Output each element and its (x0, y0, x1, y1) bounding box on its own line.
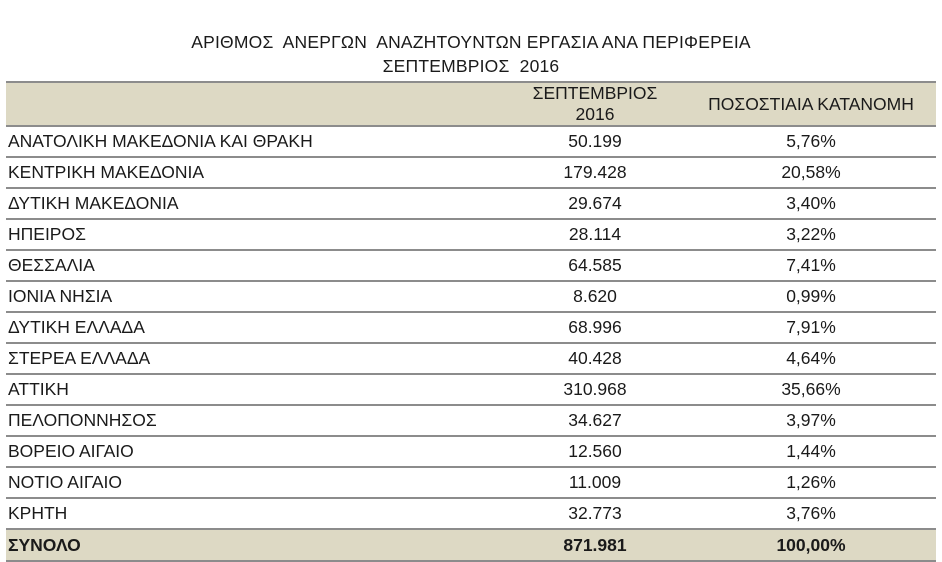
percent-cell: 3,40% (786, 193, 836, 213)
document-title (0, 30, 942, 78)
table-row (6, 281, 936, 312)
region-cell: ΠΕΛΟΠΟΝΝΗΣΟΣ (8, 410, 157, 430)
region-cell: ΗΠΕΙΡΟΣ (8, 224, 86, 244)
table-body (6, 126, 936, 529)
region-cell: ΑΝΑΤΟΛΙΚΗ ΜΑΚΕΔΟΝΙΑ ΚΑΙ ΘΡΑΚΗ (8, 131, 313, 151)
percent-cell: 3,22% (786, 224, 836, 244)
region-cell: ΘΕΣΣΑΛΙΑ (8, 255, 95, 275)
value-cell: 8.620 (573, 286, 617, 306)
table-row (6, 188, 936, 219)
percent-cell: 4,64% (786, 348, 836, 368)
percent-cell: 3,76% (786, 503, 836, 523)
total-label: ΣΥΝΟΛΟ (8, 534, 81, 555)
table-row (6, 467, 936, 498)
region-cell: ΔΥΤΙΚΗ ΕΛΛΑΔΑ (8, 317, 145, 337)
unemployment-table (6, 81, 936, 562)
table-row (6, 436, 936, 467)
title-line-2: ΣΕΠΤΕΜΒΡΙΟΣ 2016 (382, 56, 560, 76)
table-row (6, 157, 936, 188)
percent-cell: 35,66% (781, 379, 841, 399)
table-header-row (6, 82, 936, 126)
percent-cell: 7,91% (786, 317, 836, 337)
region-cell: ΝΟΤΙΟ ΑΙΓΑΙΟ (8, 472, 123, 492)
percent-cell: 1,44% (786, 441, 836, 461)
region-cell: ΑΤΤΙΚΗ (8, 379, 69, 399)
region-cell: ΙΟΝΙΑ ΝΗΣΙΑ (8, 286, 113, 306)
value-cell: 11.009 (568, 472, 622, 492)
value-cell: 34.627 (568, 410, 622, 430)
table-row (6, 374, 936, 405)
region-cell: ΒΟΡΕΙΟ ΑΙΓΑΙΟ (8, 441, 134, 461)
total-percent: 100,00% (776, 534, 846, 555)
value-cell: 28.114 (568, 224, 622, 244)
value-cell: 68.996 (568, 317, 622, 337)
value-cell: 12.560 (568, 441, 622, 461)
value-cell: 179.428 (563, 162, 627, 182)
value-cell: 50.199 (568, 131, 622, 151)
header-region (6, 82, 466, 126)
total-value: 871.981 (563, 534, 627, 555)
table-row (6, 343, 936, 374)
value-cell: 40.428 (568, 348, 622, 368)
percent-cell: 5,76% (786, 131, 836, 151)
percent-cell: 3,97% (786, 410, 836, 430)
table-row (6, 126, 936, 157)
region-cell: ΔΥΤΙΚΗ ΜΑΚΕΔΟΝΙΑ (8, 193, 179, 213)
header-percent-distribution: ΠΟΣΟΣΤΙΑΙΑ ΚΑΤΑΝΟΜΗ (666, 82, 936, 126)
total-row (6, 529, 936, 561)
value-cell: 29.674 (568, 193, 622, 213)
region-cell: ΚΡΗΤΗ (8, 503, 68, 523)
header-september-2016: ΣΕΠΤΕΜΒΡΙΟΣ 2016 (466, 82, 666, 126)
table-row (6, 312, 936, 343)
percent-cell: 7,41% (786, 255, 836, 275)
table-row (6, 498, 936, 529)
value-cell: 310.968 (563, 379, 627, 399)
table-row (6, 219, 936, 250)
value-cell: 32.773 (568, 503, 622, 523)
region-cell: ΣΤΕΡΕΑ ΕΛΛΑΔΑ (8, 348, 151, 368)
value-cell: 64.585 (568, 255, 622, 275)
table-row (6, 405, 936, 436)
percent-cell: 1,26% (786, 472, 836, 492)
percent-cell: 20,58% (781, 162, 841, 182)
region-cell: ΚΕΝΤΡΙΚΗ ΜΑΚΕΔΟΝΙΑ (8, 162, 205, 182)
title-line-1: ΑΡΙΘΜΟΣ ΑΝΕΡΓΩΝ ΑΝΑΖΗΤΟΥΝΤΩΝ ΕΡΓΑΣΙΑ ΑΝΑ ΠΕΡΙΦΕΡΕΙΑ (191, 32, 751, 52)
table-row (6, 250, 936, 281)
percent-cell: 0,99% (786, 286, 836, 306)
